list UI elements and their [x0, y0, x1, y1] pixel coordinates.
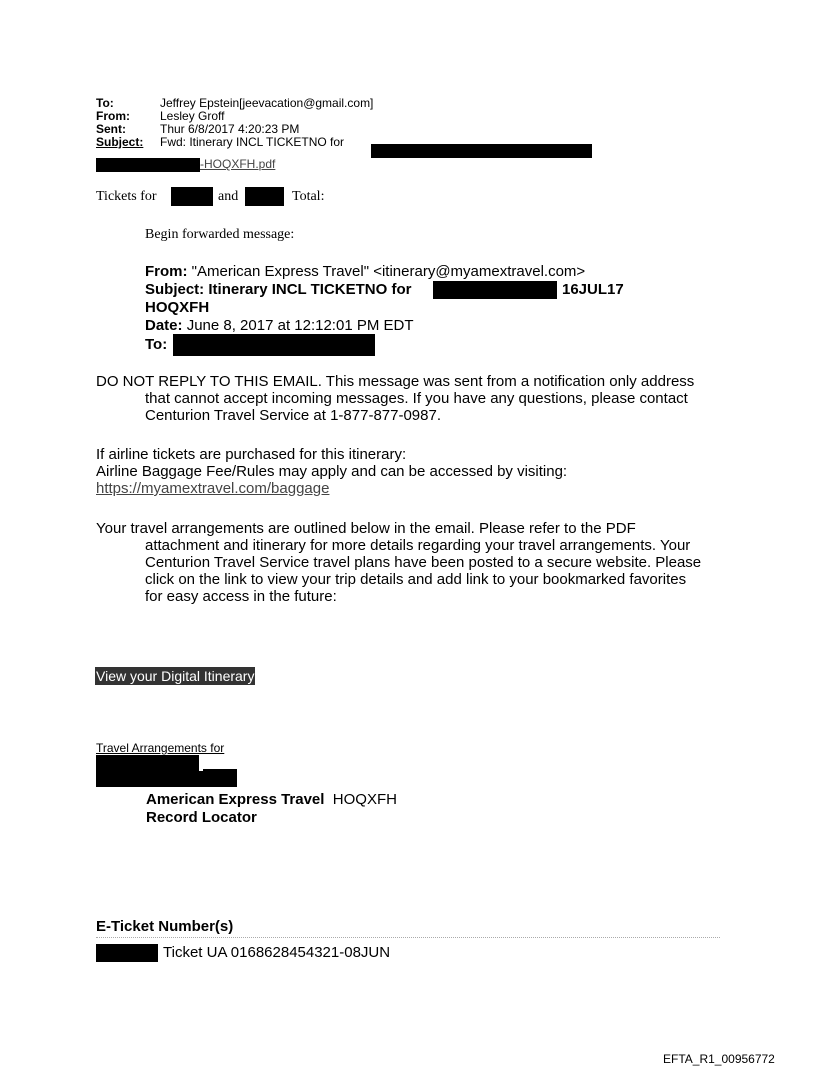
to-value: Jeffrey Epstein[jeevacation@gmail.com]: [160, 96, 374, 110]
baggage-line2: Airline Baggage Fee/Rules may apply and can be accessed by visiting:: [96, 463, 568, 480]
record-locator-label: Record Locator: [146, 809, 257, 826]
begin-forwarded: Begin forwarded message:: [145, 227, 295, 242]
fwd-date-label: Date:: [145, 317, 183, 334]
ticket-number: Ticket UA 0168628454321-08JUN: [163, 944, 391, 961]
fwd-subject-tail: 16JUL17: [562, 281, 624, 298]
fwd-from-label: From:: [145, 263, 188, 280]
fwd-date-line: [145, 317, 414, 334]
fwd-subject-value: Itinerary INCL TICKETNO for: [208, 281, 412, 298]
divider: [96, 937, 720, 938]
fwd-to-label: To:: [145, 336, 168, 353]
redaction: [96, 944, 158, 962]
attachment-link[interactable]: -HOQXFH.pdf: [200, 157, 276, 171]
redaction: [245, 187, 284, 206]
redaction: [171, 187, 213, 206]
view-digital-itinerary-link[interactable]: View your Digital Itinerary: [96, 668, 255, 684]
redaction: [96, 755, 199, 787]
no-reply-paragraph: DO NOT REPLY TO THIS EMAIL. This message was sent from a notification only address that cannot accept incoming messages. If you have any questions, please contact Centurion Travel Service at 1-877-877-0987.: [96, 373, 695, 424]
baggage-paragraph: [96, 446, 696, 497]
record-code: HOQXFH: [332, 791, 397, 808]
eticket-heading: E-Ticket Number(s): [96, 918, 234, 935]
total-text: Total:: [292, 189, 325, 204]
tickets-for-text: Tickets for: [96, 189, 157, 204]
subject-value: Fwd: Itinerary INCL TICKETNO for: [160, 135, 345, 149]
fwd-subject-label: Subject:: [145, 281, 205, 298]
redaction: [173, 334, 375, 356]
intro-line: [96, 189, 157, 205]
sent-label: Sent:: [96, 122, 126, 136]
and-text: and: [218, 189, 239, 204]
baggage-link[interactable]: https://myamextravel.com/baggage: [96, 480, 330, 497]
from-value: Lesley Groff: [160, 109, 225, 123]
redaction: [433, 281, 557, 299]
fwd-from-value: "American Express Travel" <itinerary@myamextravel.com>: [191, 263, 586, 280]
redaction: [371, 144, 592, 158]
to-label: To:: [96, 96, 114, 110]
fwd-date-value: June 8, 2017 at 12:12:01 PM EDT: [186, 317, 414, 334]
subject-label: Subject:: [96, 135, 144, 149]
sent-value: Thur 6/8/2017 4:20:23 PM: [160, 122, 300, 136]
redaction: [96, 158, 200, 172]
fwd-subject-line: [145, 281, 411, 298]
arrangements-paragraph: Your travel arrangements are outlined below in the email. Please refer to the PDF attachment and itinerary for more details regarding your travel arrangements. Your Centurion Travel Service travel plans have been posted to a secure website. Please click on the link to view your trip details and add link to your bookmarked favorites for easy access in the future:: [96, 520, 702, 605]
amex-label: American Express Travel: [146, 791, 325, 808]
travel-arrangements-label: Travel Arrangements for: [96, 741, 225, 755]
bates-number: EFTA_R1_00956772: [663, 1052, 775, 1066]
from-label: From:: [96, 109, 130, 123]
amex-line: [146, 791, 397, 808]
redaction: [203, 769, 237, 787]
fwd-subject-line2: HOQXFH: [145, 299, 210, 316]
fwd-from-line: [145, 263, 585, 280]
baggage-line1: If airline tickets are purchased for this itinerary:: [96, 446, 407, 463]
